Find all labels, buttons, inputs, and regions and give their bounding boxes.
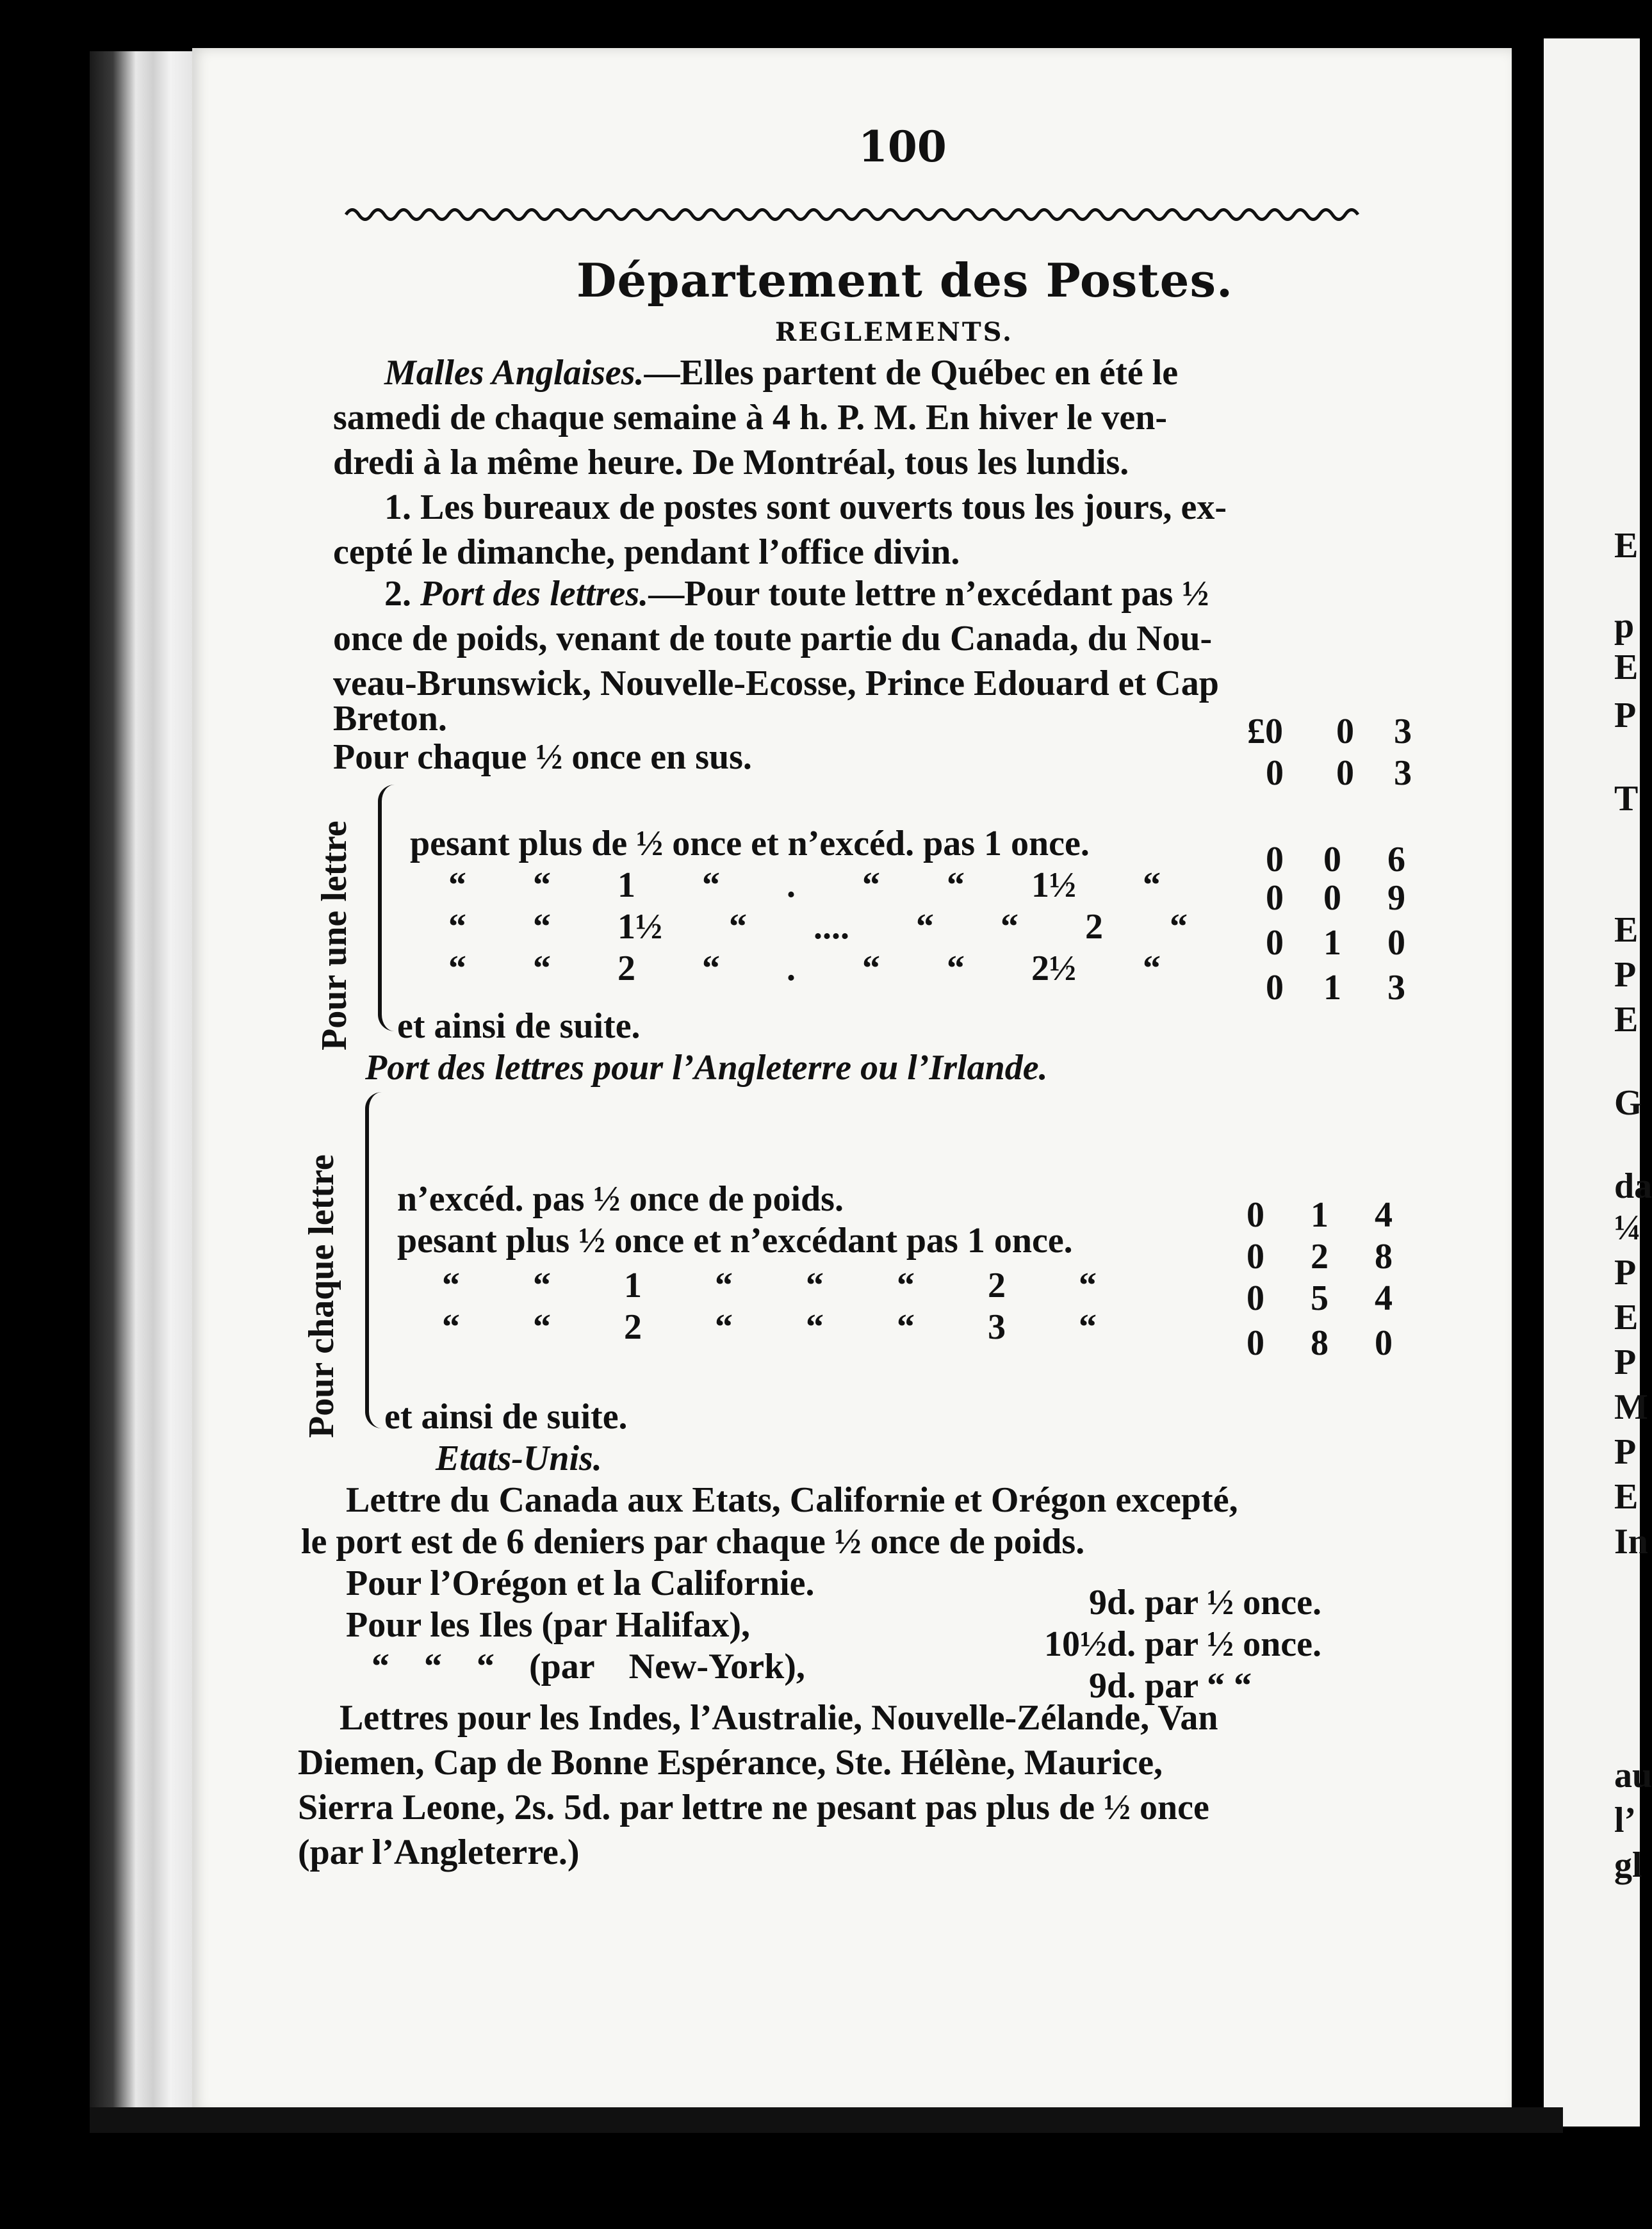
us-rate-3-label: “ “ “ (par New-York),: [372, 1647, 805, 1686]
rule2-line5: Pour chaque ½ once en sus.: [333, 737, 752, 777]
rule2-line5-shillings: 0: [1336, 753, 1354, 793]
us-rate-1-value: 9d. par ½ once.: [1089, 1583, 1321, 1622]
canada-row-3-text: “ “ 1½ “ .... “ “ 2 “: [448, 907, 1188, 947]
adjacent-letter: ¼: [1614, 1208, 1641, 1248]
canada-table-side-label: Pour une lettre: [315, 821, 354, 1050]
england-row-1-text: n’excéd. pas ½ once de poids.: [397, 1179, 844, 1219]
page-number: 100: [858, 122, 947, 172]
england-table-brace: [365, 1092, 382, 1428]
canada-row-4-pence: 3: [1387, 968, 1405, 1008]
canada-row-2-pence: 9: [1387, 878, 1405, 918]
adjacent-letter: G: [1614, 1083, 1642, 1123]
rule2-line2: once de poids, venant de toute partie du Canada, du Nou-: [333, 619, 1213, 658]
page-title: Département des Postes.: [577, 253, 1234, 307]
rule2-line4-pence: 3: [1394, 712, 1412, 751]
canada-row-3-pence: 0: [1387, 923, 1405, 963]
england-row-1-shillings: 1: [1311, 1195, 1329, 1235]
us-indes-line4: (par l’Angleterre.): [298, 1833, 580, 1872]
adjacent-letter: da: [1614, 1166, 1652, 1206]
england-row-2-pence: 8: [1375, 1237, 1393, 1277]
rule1-line2: cepté le dimanche, pendant l’office divin.: [333, 532, 960, 572]
malles-paragraph-line1: [384, 352, 1178, 393]
adjacent-letter: P: [1614, 696, 1637, 735]
book-spine-edge: [90, 51, 205, 2114]
canada-table-brace: [378, 785, 395, 1031]
us-rate-1-label: Pour l’Orégon et la Californie.: [346, 1564, 815, 1603]
malles-paragraph-line3: dredi à la même heure. De Montréal, tous les lundis.: [333, 443, 1129, 482]
england-row-4-pounds: 0: [1247, 1323, 1264, 1363]
adjacent-letter: E: [1614, 526, 1639, 566]
england-row-2-pounds: 0: [1247, 1237, 1264, 1277]
adjacent-letter: au: [1614, 1756, 1652, 1795]
england-row-4-shillings: 8: [1311, 1323, 1329, 1363]
rule2-line1: [384, 573, 1209, 614]
adjacent-letter: In: [1614, 1522, 1648, 1562]
adjacent-letter: P: [1614, 1432, 1637, 1472]
canada-row-1-text: pesant plus de ½ once et n’excéd. pas 1 once.: [410, 824, 1090, 863]
england-table-side-label: Pour chaque lettre: [302, 1154, 341, 1438]
us-rate-2-value: 10½d. par ½ once.: [1044, 1624, 1321, 1664]
us-line1: Lettre du Canada aux Etats, Californie et Orégon excepté,: [346, 1480, 1238, 1520]
england-row-3-text: “ “ 1 “ “ “ 2 “: [442, 1266, 1097, 1305]
adjacent-letter: E: [1614, 1000, 1639, 1040]
rule2-line4-shillings: 0: [1336, 712, 1354, 751]
england-table-footer: et ainsi de suite.: [384, 1397, 628, 1437]
adjacent-letter: E: [1614, 1298, 1639, 1337]
adjacent-letter: E: [1614, 910, 1639, 950]
england-row-1-pence: 4: [1375, 1195, 1393, 1235]
england-row-4-text: “ “ 2 “ “ “ 3 “: [442, 1307, 1097, 1347]
rule2-line3: veau-Brunswick, Nouvelle-Ecosse, Prince Edouard et Cap: [333, 664, 1219, 703]
malles-paragraph-line2: samedi de chaque semaine à 4 h. P. M. En hiver le ven-: [333, 398, 1168, 437]
canada-row-4-shillings: 1: [1323, 968, 1341, 1008]
us-indes-line1: Lettres pour les Indes, l’Australie, Nouvelle-Zélande, Van: [339, 1698, 1218, 1738]
rule1-line1: 1. Les bureaux de postes sont ouverts tous les jours, ex-: [384, 487, 1227, 527]
canada-table-footer: et ainsi de suite.: [397, 1006, 641, 1046]
canada-row-1-pounds: 0: [1266, 840, 1284, 879]
adjacent-letter: T: [1614, 779, 1639, 819]
adjacent-letter: l’: [1614, 1800, 1637, 1840]
canada-row-2-text: “ “ 1 “ . “ “ 1½ “: [448, 865, 1161, 905]
adjacent-letter: E: [1614, 648, 1639, 687]
england-row-3-pence: 4: [1375, 1278, 1393, 1318]
wavy-rule-ornament: [346, 202, 1358, 227]
canada-row-2-shillings: 0: [1323, 878, 1341, 918]
adjacent-letter: E: [1614, 1477, 1639, 1517]
rule2-line4-pounds: £0: [1247, 712, 1283, 751]
canada-row-4-pounds: 0: [1266, 968, 1284, 1008]
england-heading: Port des lettres pour l’Angleterre ou l’Irlande.: [365, 1048, 1048, 1088]
rule2-line5-pence: 3: [1394, 753, 1412, 793]
malles-lead: Malles Anglaises.: [384, 353, 644, 393]
canada-row-4-text: “ “ 2 “ . “ “ 2½ “: [448, 949, 1161, 988]
england-row-3-pounds: 0: [1247, 1278, 1264, 1318]
england-row-3-shillings: 5: [1311, 1278, 1329, 1318]
rule2-line5-pounds: 0: [1266, 753, 1284, 793]
us-heading: Etats-Unis.: [436, 1439, 602, 1478]
adjacent-letter: M: [1614, 1387, 1648, 1427]
adjacent-letter: P: [1614, 1343, 1637, 1382]
england-row-4-pence: 0: [1375, 1323, 1393, 1363]
adjacent-letter: p: [1614, 606, 1635, 646]
page-bottom-shadow: [90, 2107, 1563, 2133]
adjacent-letter: P: [1614, 1253, 1637, 1293]
canada-row-3-pounds: 0: [1266, 923, 1284, 963]
rule2-number: 2.: [384, 574, 411, 614]
adjacent-letter: P: [1614, 955, 1637, 995]
canada-row-3-shillings: 1: [1323, 923, 1341, 963]
rule2-line1-rest: —Pour toute lettre n’excédant pas ½: [648, 574, 1209, 614]
us-indes-line2: Diemen, Cap de Bonne Espérance, Ste. Hélène, Maurice,: [298, 1743, 1163, 1783]
adjacent-letter: gl: [1614, 1845, 1642, 1885]
rule2-line4: Breton.: [333, 699, 447, 739]
england-row-2-shillings: 2: [1311, 1237, 1329, 1277]
malles-line1-text: —Elles partent de Québec en été le: [644, 353, 1179, 393]
canada-row-1-shillings: 0: [1323, 840, 1341, 879]
rule2-lead: Port des lettres.: [420, 574, 649, 614]
us-rate-2-label: Pour les Iles (par Halifax),: [346, 1605, 751, 1645]
section-subtitle: REGLEMENTS.: [775, 317, 1013, 347]
us-rate-3-value: 9d. par “ “: [1089, 1666, 1252, 1706]
us-indes-line3: Sierra Leone, 2s. 5d. par lettre ne pesant pas plus de ½ once: [298, 1788, 1209, 1827]
canada-row-1-pence: 6: [1387, 840, 1405, 879]
england-row-1-pounds: 0: [1247, 1195, 1264, 1235]
canada-row-2-pounds: 0: [1266, 878, 1284, 918]
england-row-2-text: pesant plus ½ once et n’excédant pas 1 once.: [397, 1221, 1073, 1261]
us-line2: le port est de 6 deniers par chaque ½ once de poids.: [301, 1522, 1085, 1562]
